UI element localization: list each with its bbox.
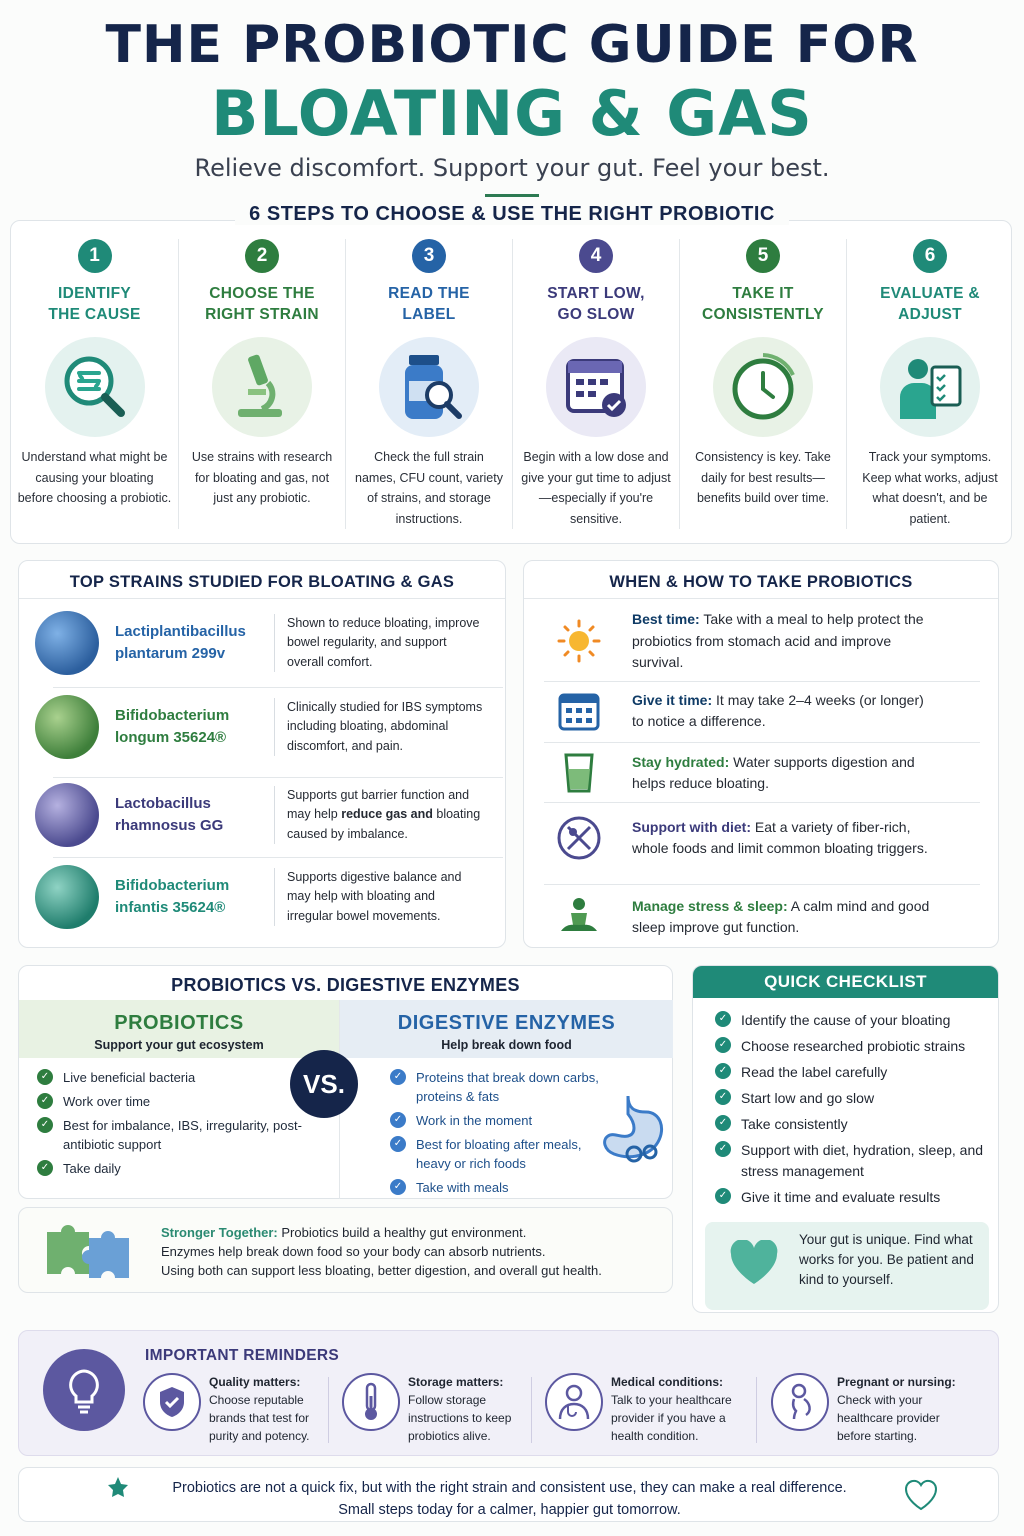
step-title: IDENTIFY THE CAUSE bbox=[48, 285, 141, 323]
reminder-text: Quality matters: Choose reputable brands that test for purity and potency. bbox=[209, 1375, 310, 1443]
step-description: Consistency is key. Take daily for best results—benefits build over time. bbox=[695, 450, 831, 505]
list-item: ✓ Work over time bbox=[37, 1092, 289, 1111]
heart-outline-icon bbox=[903, 1478, 939, 1517]
stronger-together-panel bbox=[18, 1207, 673, 1293]
check-icon: ✓ bbox=[715, 1188, 731, 1204]
strain-name: Bifidobacterium longum 35624® bbox=[115, 707, 230, 746]
meditation-icon bbox=[554, 892, 604, 942]
thermometer-icon bbox=[342, 1373, 400, 1431]
list-item: ✓ Take with meals bbox=[390, 1178, 610, 1197]
enzymes-column bbox=[339, 1000, 673, 1199]
heart-icon bbox=[729, 1240, 779, 1291]
fork-knife-icon bbox=[554, 813, 604, 863]
strain-name: Lactiplantibacillus plantarum 299v bbox=[115, 623, 246, 662]
person-checklist-icon bbox=[880, 337, 980, 437]
enzymes-list bbox=[340, 1058, 610, 1197]
step-1 bbox=[11, 239, 178, 529]
reminders-panel bbox=[18, 1330, 999, 1456]
footer-panel bbox=[18, 1467, 999, 1522]
title-line-2: BLOATING & GAS bbox=[211, 77, 813, 150]
divider bbox=[53, 687, 503, 688]
when-title: WHEN & HOW TO TAKE PROBIOTICS bbox=[524, 561, 998, 599]
vs-title: PROBIOTICS VS. DIGESTIVE ENZYMES bbox=[171, 975, 520, 995]
bacteria-image bbox=[35, 611, 99, 675]
step-number: 3 bbox=[412, 239, 446, 273]
step-2 bbox=[178, 239, 345, 529]
reminder-text: Storage matters: Follow storage instructions to keep probiotics alive. bbox=[408, 1375, 512, 1443]
list-item: ✓ Take daily bbox=[37, 1159, 289, 1178]
step-4 bbox=[512, 239, 679, 529]
list-item: ✓ Proteins that break down carbs, proteins & fats bbox=[390, 1068, 610, 1106]
lightbulb-icon bbox=[43, 1349, 125, 1431]
divider bbox=[53, 777, 503, 778]
step-number: 4 bbox=[579, 239, 613, 273]
strains-title: TOP STRAINS STUDIED FOR BLOATING & GAS bbox=[19, 561, 505, 599]
divider bbox=[328, 1377, 329, 1443]
reminder-item bbox=[143, 1373, 319, 1445]
checklist-item: ✓ Give it time and evaluate results bbox=[715, 1187, 988, 1208]
strain-row bbox=[19, 783, 507, 847]
bottle-magnifier-icon bbox=[379, 337, 479, 437]
strain-row bbox=[19, 865, 507, 929]
strain-name: Bifidobacterium infantis 35624® bbox=[115, 877, 230, 916]
checklist-item: ✓ Read the label carefully bbox=[715, 1062, 988, 1083]
check-icon: ✓ bbox=[390, 1069, 406, 1085]
bacteria-image bbox=[35, 695, 99, 759]
step-number: 6 bbox=[913, 239, 947, 273]
doctor-icon bbox=[545, 1373, 603, 1431]
checklist-item: ✓ Support with diet, hydration, sleep, and stress management bbox=[715, 1140, 988, 1182]
pregnant-icon bbox=[771, 1373, 829, 1431]
title-divider bbox=[485, 194, 539, 197]
shield-check-icon bbox=[143, 1373, 201, 1431]
reminders-title: IMPORTANT REMINDERS bbox=[145, 1347, 339, 1364]
step-description: Track your symptoms. Keep what works, adjust what doesn't, and be patient. bbox=[862, 450, 998, 526]
checklist-item: ✓ Identify the cause of your bloating bbox=[715, 1010, 988, 1031]
check-icon: ✓ bbox=[715, 1141, 731, 1157]
when-how-panel bbox=[523, 560, 999, 948]
step-3 bbox=[345, 239, 512, 529]
steps-title: 6 STEPS TO CHOOSE & USE THE RIGHT PROBIOTIC bbox=[0, 203, 1024, 226]
checklist-title: QUICK CHECKLIST bbox=[693, 966, 998, 998]
when-text: Best time: Take with a meal to help protect the probiotics from stomach acid and improve survival. bbox=[632, 611, 924, 670]
list-item: ✓ Work in the moment bbox=[390, 1111, 610, 1130]
enzymes-header bbox=[340, 1000, 673, 1058]
when-row bbox=[524, 813, 1000, 863]
when-text: Stay hydrated: Water supports digestion and helps reduce bloating. bbox=[632, 753, 915, 791]
divider bbox=[544, 742, 980, 743]
enzymes-subtitle: Help break down food bbox=[441, 1038, 572, 1052]
magnifier-intestine-icon bbox=[45, 337, 145, 437]
when-row bbox=[524, 748, 1000, 798]
checklist bbox=[693, 998, 998, 1208]
step-title: TAKE IT CONSISTENTLY bbox=[702, 285, 824, 323]
strains-panel bbox=[18, 560, 506, 948]
bacteria-image bbox=[35, 865, 99, 929]
check-icon: ✓ bbox=[715, 1011, 731, 1027]
strain-row bbox=[19, 611, 507, 675]
clock-icon bbox=[713, 337, 813, 437]
check-icon: ✓ bbox=[715, 1089, 731, 1105]
strain-description: Shown to reduce bloating, improve bowel regularity, and support overall comfort. bbox=[274, 614, 484, 673]
reminder-text: Pregnant or nursing: Check with your healthcare provider before starting. bbox=[837, 1375, 956, 1443]
divider bbox=[756, 1377, 757, 1443]
vs-badge: VS. bbox=[290, 1050, 358, 1118]
check-icon: ✓ bbox=[390, 1112, 406, 1128]
probiotics-column bbox=[19, 1000, 339, 1199]
strain-description: Supports digestive balance and may help with bloating and irregular bowel movements. bbox=[274, 868, 484, 927]
calendar-icon bbox=[554, 686, 604, 736]
step-description: Use strains with research for bloating and gas, not just any probiotic. bbox=[191, 450, 333, 505]
header bbox=[0, 14, 1024, 197]
step-description: Begin with a low dose and give your gut time to adjust—especially if you're sensitive. bbox=[521, 450, 671, 526]
divider bbox=[544, 884, 980, 885]
checklist-item: ✓ Start low and go slow bbox=[715, 1088, 988, 1109]
checklist-item: ✓ Take consistently bbox=[715, 1114, 988, 1135]
sun-icon bbox=[554, 616, 604, 666]
reminder-item bbox=[545, 1373, 751, 1445]
step-number: 1 bbox=[78, 239, 112, 273]
step-5 bbox=[679, 239, 846, 529]
calendar-check-icon bbox=[546, 337, 646, 437]
check-icon: ✓ bbox=[390, 1179, 406, 1195]
when-row bbox=[524, 892, 1000, 942]
step-6 bbox=[846, 239, 1013, 529]
reminder-text: Medical conditions: Talk to your healthcare provider if you have a health condition. bbox=[611, 1375, 732, 1443]
step-number: 2 bbox=[245, 239, 279, 273]
strain-name: Lactobacillus rhamnosus GG bbox=[115, 795, 224, 834]
footer-text: Probiotics are not a quick fix, but with the right strain and consistent use, they can make a real difference. Small steps today for a calmer, happier gut tomorrow. bbox=[172, 1480, 847, 1518]
stomach-gear-icon bbox=[598, 1092, 670, 1173]
puzzle-icon bbox=[43, 1220, 135, 1291]
check-icon: ✓ bbox=[37, 1093, 53, 1109]
check-icon: ✓ bbox=[715, 1115, 731, 1131]
step-title: START LOW, GO SLOW bbox=[547, 285, 645, 323]
steps-panel bbox=[10, 220, 1012, 544]
reminder-item bbox=[342, 1373, 528, 1445]
microscope-icon bbox=[212, 337, 312, 437]
check-icon: ✓ bbox=[715, 1063, 731, 1079]
check-icon: ✓ bbox=[390, 1136, 406, 1152]
divider bbox=[531, 1377, 532, 1443]
step-title: READ THE LABEL bbox=[388, 285, 470, 323]
quick-checklist-panel bbox=[692, 965, 999, 1313]
water-glass-icon bbox=[554, 748, 604, 798]
when-row bbox=[524, 686, 1000, 736]
bacteria-image bbox=[35, 783, 99, 847]
gut-note-text: Your gut is unique. Find what works for you. Be patient and kind to yourself. bbox=[799, 1232, 974, 1287]
probiotics-title: PROBIOTICS bbox=[114, 1012, 244, 1034]
when-text: Support with diet: Eat a variety of fiber-rich, whole foods and limit common bloating triggers. bbox=[632, 818, 928, 856]
gut-note bbox=[705, 1222, 989, 1310]
divider bbox=[53, 857, 503, 858]
list-item: ✓ Best for bloating after meals, heavy or rich foods bbox=[390, 1135, 610, 1173]
probiotics-header bbox=[19, 1000, 339, 1058]
enzymes-title: DIGESTIVE ENZYMES bbox=[397, 1012, 616, 1034]
probiotics-subtitle: Support your gut ecosystem bbox=[94, 1038, 264, 1052]
check-icon: ✓ bbox=[715, 1037, 731, 1053]
when-text: Manage stress & sleep: A calm mind and good sleep improve gut function. bbox=[632, 897, 930, 935]
list-item: ✓ Live beneficial bacteria bbox=[37, 1068, 289, 1087]
check-icon: ✓ bbox=[37, 1117, 53, 1133]
when-row bbox=[524, 609, 1000, 674]
divider bbox=[544, 802, 980, 803]
strain-description: Clinically studied for IBS symptoms including bloating, abdominal discomfort, and pain. bbox=[274, 698, 484, 757]
reminder-item bbox=[771, 1373, 961, 1445]
strain-description: Supports gut barrier function and may help reduce gas and bloating caused by imbalance. bbox=[274, 786, 484, 845]
step-description: Understand what might be causing your bloating before choosing a probiotic. bbox=[17, 450, 172, 505]
list-item: ✓ Best for imbalance, IBS, irregularity, post-antibiotic support bbox=[37, 1116, 307, 1154]
strain-row bbox=[19, 695, 507, 759]
check-icon: ✓ bbox=[37, 1069, 53, 1085]
when-text: Give it time: It may take 2–4 weeks (or longer) to notice a difference. bbox=[632, 691, 924, 729]
step-title: EVALUATE & ADJUST bbox=[880, 285, 980, 323]
divider bbox=[544, 681, 980, 682]
subtitle: Relieve discomfort. Support your gut. Feel your best. bbox=[194, 154, 830, 182]
title-line-1: THE PROBIOTIC GUIDE FOR bbox=[105, 15, 919, 75]
check-icon: ✓ bbox=[37, 1160, 53, 1176]
step-description: Check the full strain names, CFU count, variety of strains, and storage instructions. bbox=[355, 450, 503, 526]
step-number: 5 bbox=[746, 239, 780, 273]
step-title: CHOOSE THE RIGHT STRAIN bbox=[205, 285, 319, 323]
stronger-together-text: Stronger Together: Probiotics build a healthy gut environment. Enzymes help break down food so your body can absorb nutrients. Using both can support less bloating, better digestion, and overall gut health. bbox=[161, 1225, 602, 1278]
checklist-item: ✓ Choose researched probiotic strains bbox=[715, 1036, 988, 1057]
